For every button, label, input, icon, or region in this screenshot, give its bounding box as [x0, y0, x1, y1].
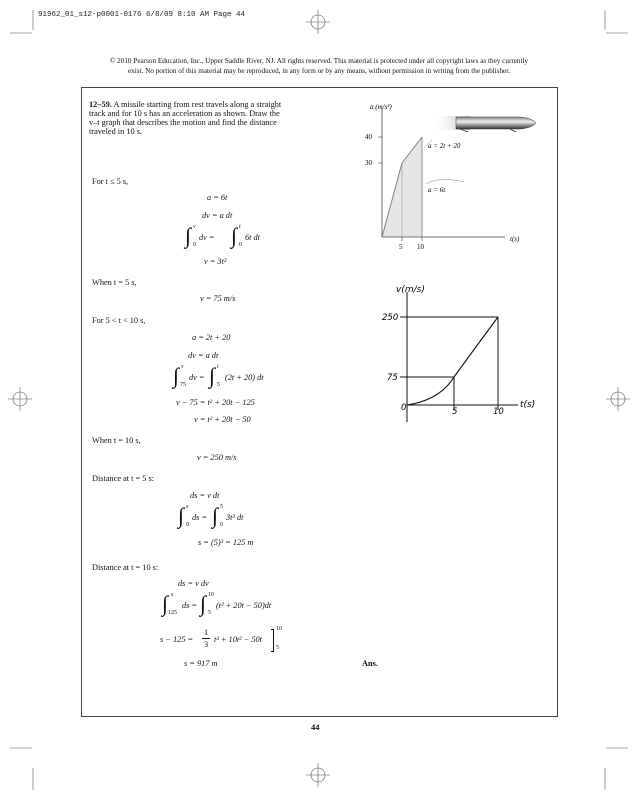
label-6t: a = 6t — [428, 186, 446, 194]
int3-upper-right: 5 — [220, 504, 223, 510]
velocity-time-graph — [370, 282, 550, 432]
int1-lower-left: 0 — [193, 242, 196, 248]
eq-v1: v = 3t² — [204, 257, 227, 266]
int3-lower-left: 0 — [186, 522, 189, 528]
int2-lower-left: 75 — [180, 382, 186, 388]
eq-v2b: v = t² + 20t − 50 — [194, 415, 251, 424]
vt-tick-75: 75 — [387, 373, 398, 383]
answer-marker: Ans. — [362, 659, 378, 668]
at-y-label: a (m/s²) — [370, 103, 392, 111]
vt-y-label: v(m/s) — [396, 285, 425, 295]
vt-tick-250: 250 — [382, 313, 399, 323]
eq-a2: a = 2t + 20 — [192, 333, 231, 342]
s10-lower-limit: 5 — [276, 645, 279, 651]
problem-number: 12–59. — [89, 100, 112, 109]
eq-v10: v = 250 m/s — [197, 453, 237, 462]
case-1-heading: For t ≤ 5 s, — [92, 177, 129, 186]
vt-x-label: t(s) — [520, 400, 536, 410]
eq-s10 — [160, 627, 310, 655]
at-x-label: t(s) — [510, 235, 520, 243]
vt-tick-10: 10 — [493, 407, 504, 417]
problem-text-4: traveled in 10 s. — [89, 127, 142, 136]
s10-rhs: t³ + 10t² − 50t — [214, 635, 262, 644]
int3-upper-left: s — [186, 504, 189, 510]
eq-ds1: ds = v dt — [190, 491, 220, 500]
when-10-heading: When t = 10 s, — [92, 436, 141, 445]
problem-text-2: track and for 10 s has an acceleration as shown. Draw the — [89, 109, 280, 118]
at-tick-30: 30 — [365, 159, 372, 167]
int4-upper-left: s — [171, 592, 174, 598]
vt-tick-5: 5 — [452, 407, 458, 417]
int4-rhs: (t² + 20t − 50)dt — [216, 601, 272, 610]
int1-lhs: dv = — [199, 233, 215, 242]
s10-denominator: 3 — [204, 640, 209, 649]
eq-s5: s = (5)³ = 125 m — [198, 538, 254, 547]
at-tick-40: 40 — [365, 133, 372, 141]
page-number: 44 — [311, 722, 320, 732]
int4-lower-right: 5 — [208, 610, 211, 616]
int2-rhs: (2t + 20) dt — [225, 373, 264, 382]
acceleration-time-graph — [360, 100, 540, 260]
int1-lower-right: 0 — [239, 242, 242, 248]
int1-upper-right: t — [239, 224, 241, 230]
int1-rhs: 6t dt — [245, 233, 260, 242]
int2-lower-right: 5 — [217, 382, 220, 388]
label-2t-plus-20: a = 2t + 20 — [428, 142, 461, 150]
eq-v5: v = 75 m/s — [200, 294, 236, 303]
vt-tick-0: 0 — [401, 403, 407, 413]
problem-text-3: v–t graph that describes the motion and find the distance — [89, 118, 277, 127]
distance-10-heading: Distance at t = 10 s: — [92, 563, 159, 572]
s10-upper-limit: 10 — [276, 626, 282, 632]
int4-lhs: ds = — [182, 601, 198, 610]
int2-upper-right: t — [217, 364, 219, 370]
int1-upper-left: v — [193, 224, 196, 230]
eq-a1: a = 6t — [207, 193, 228, 202]
eq-s-final: s = 917 m — [184, 659, 218, 668]
int3-rhs: 3t² dt — [226, 513, 244, 522]
int3-lhs: ds = — [192, 513, 208, 522]
case-2-heading: For 5 < t < 10 s, — [92, 316, 146, 325]
int2-upper-left: v — [181, 364, 184, 370]
eq-dv1: dv = a dt — [202, 211, 233, 220]
int3-lower-right: 0 — [220, 522, 223, 528]
when-5-heading: When t = 5 s, — [92, 278, 137, 287]
vt-curve — [407, 317, 498, 405]
print-slug: 91962_01_s12-p0001-0176 6/8/09 8:10 AM Page 44 — [38, 11, 246, 19]
copyright-line-1: © 2010 Pearson Education, Inc., Upper Saddle River, NJ. All rights reserved. This material is protected under all copyright laws as they currently — [109, 57, 529, 65]
int4-upper-right: 10 — [208, 592, 214, 598]
s10-numerator: 1 — [204, 628, 209, 637]
eq-ds2: ds = v dv — [178, 579, 209, 588]
eq-dv2: dv = a dt — [188, 351, 219, 360]
copyright-line-2: exist. No portion of this material may be reproduced, in any form or by any means, without permission in writing from the publisher. — [127, 67, 511, 75]
s10-lhs: s − 125 = — [160, 635, 194, 644]
problem-text-1: A missile starting from rest travels along a straight — [113, 100, 282, 109]
distance-5-heading: Distance at t = 5 s: — [92, 474, 155, 483]
eq-v2a: v − 75 = t² + 20t − 125 — [176, 398, 255, 407]
int2-lhs: dv = — [189, 373, 205, 382]
at-tick-5: 5 — [399, 243, 403, 251]
leader-6t — [426, 179, 464, 184]
missile-illustration — [430, 116, 536, 132]
problem-statement — [89, 100, 281, 136]
at-tick-10: 10 — [417, 243, 424, 251]
int4-lower-left: 125 — [168, 610, 177, 616]
